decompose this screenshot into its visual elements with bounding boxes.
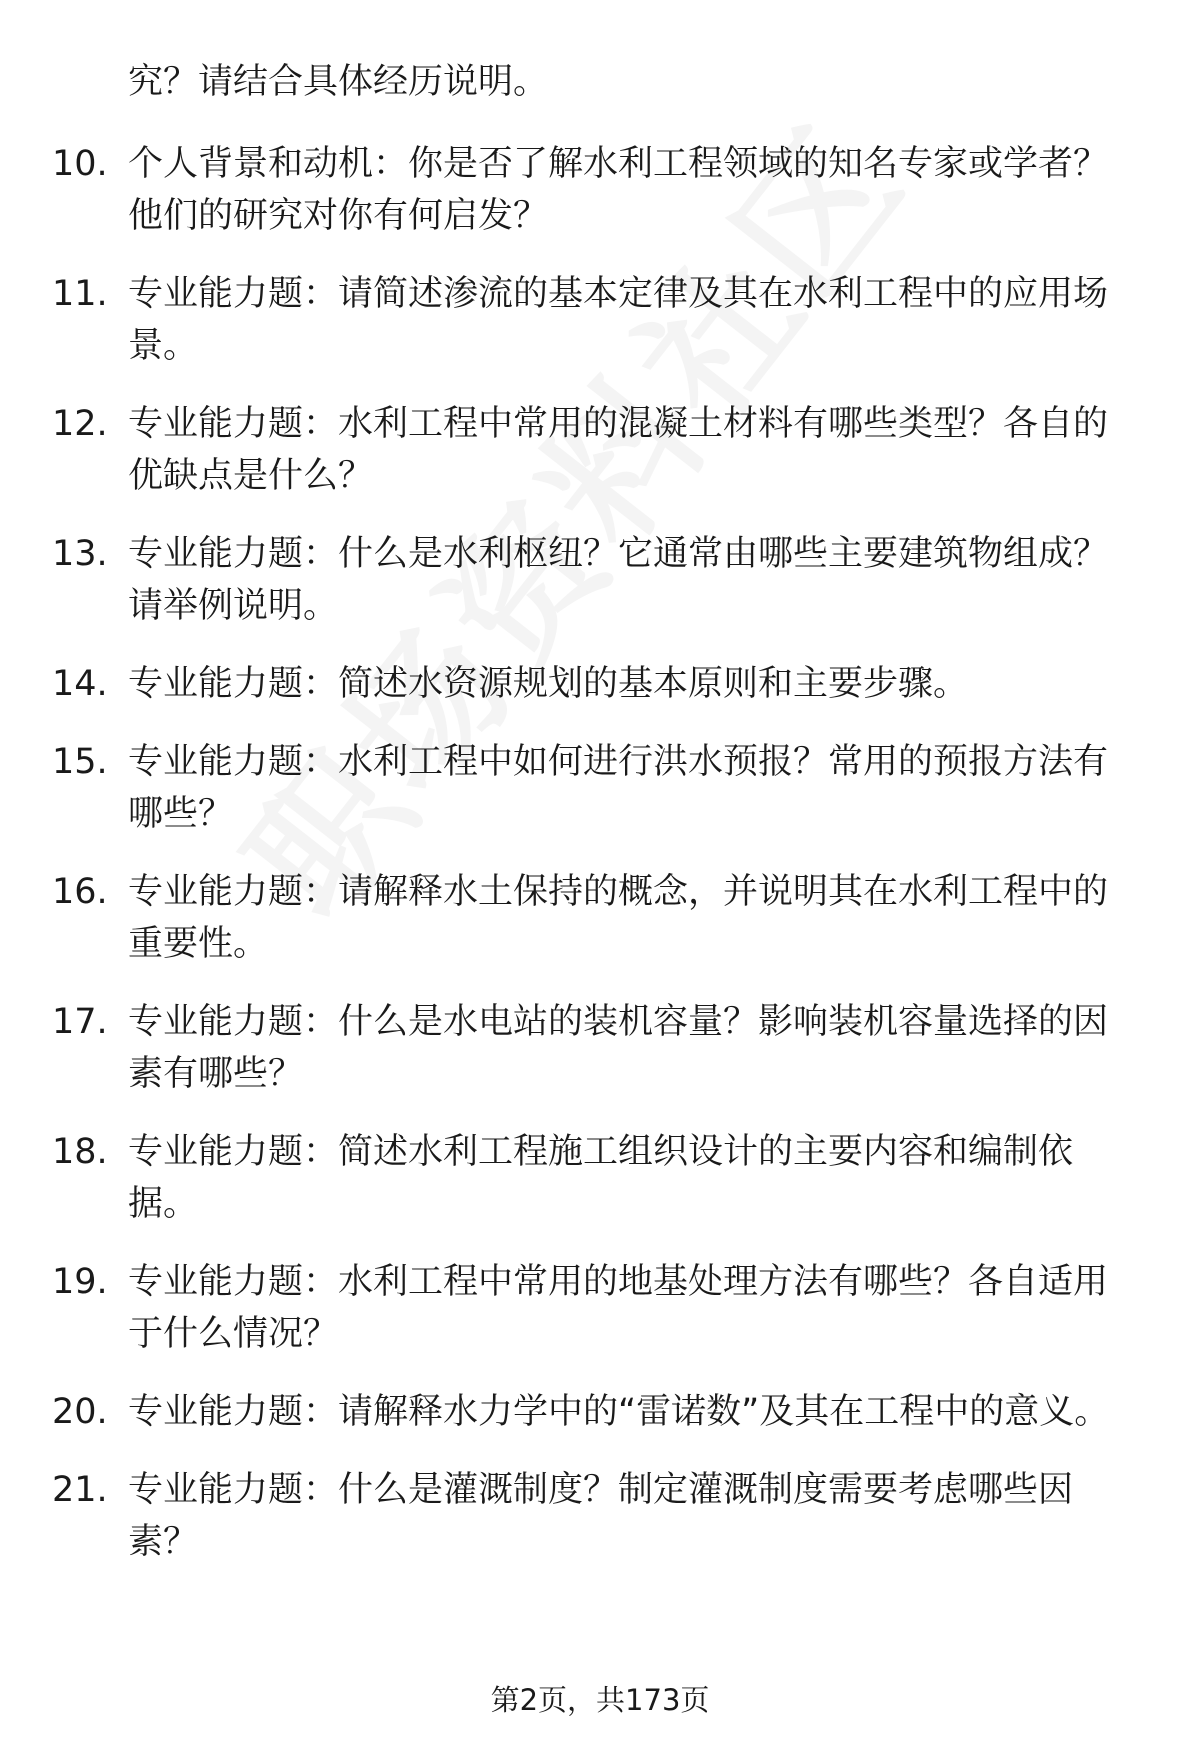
- question-number: 13.: [52, 534, 108, 574]
- question-list: [0, 138, 1200, 1568]
- question-text: 专业能力题：简述水资源规划的基本原则和主要步骤。: [128, 664, 969, 704]
- page-footer: 第2页，共173页: [490, 1683, 710, 1717]
- question-text: 专业能力题：什么是灌溉制度？制定灌溉制度需要考虑哪些因素？: [128, 1470, 1074, 1562]
- question-item: [52, 1386, 1138, 1438]
- question-item: [52, 658, 1138, 710]
- question-item: [52, 736, 1138, 840]
- question-number: 21.: [52, 1470, 108, 1510]
- question-item: [52, 1464, 1138, 1568]
- page-content: [0, 56, 1200, 1594]
- question-item: [52, 398, 1138, 502]
- question-number: 11.: [52, 274, 108, 314]
- question-number: 20.: [52, 1392, 108, 1432]
- question-text: 专业能力题：简述水利工程施工组织设计的主要内容和编制依据。: [128, 1132, 1074, 1224]
- question-number: 17.: [52, 1002, 108, 1042]
- question-number: 18.: [52, 1132, 108, 1172]
- question-text: 专业能力题：水利工程中常用的地基处理方法有哪些？各自适用于什么情况？: [128, 1262, 1109, 1354]
- question-item: [52, 866, 1138, 970]
- question-item: [52, 996, 1138, 1100]
- continued-question-text: 究？请结合具体经历说明。: [128, 62, 549, 102]
- question-text: 专业能力题：水利工程中常用的混凝土材料有哪些类型？各自的优缺点是什么？: [128, 404, 1109, 496]
- question-number: 12.: [52, 404, 108, 444]
- question-number: 10.: [52, 144, 108, 184]
- question-item: [52, 268, 1138, 372]
- question-text: 专业能力题：请简述渗流的基本定律及其在水利工程中的应用场景。: [128, 274, 1109, 366]
- question-text: 专业能力题：什么是水利枢纽？它通常由哪些主要建筑物组成？请举例说明。: [128, 534, 1109, 626]
- question-text: 专业能力题：水利工程中如何进行洪水预报？常用的预报方法有哪些？: [128, 742, 1109, 834]
- question-item: [52, 138, 1138, 242]
- question-number: 19.: [52, 1262, 108, 1302]
- question-text: 专业能力题：请解释水力学中的“雷诺数”及其在工程中的意义。: [128, 1392, 1110, 1432]
- question-item: [52, 1126, 1138, 1230]
- question-text: 个人背景和动机：你是否了解水利工程领域的知名专家或学者？他们的研究对你有何启发？: [128, 144, 1109, 236]
- question-text: 专业能力题：什么是水电站的装机容量？影响装机容量选择的因素有哪些？: [128, 1002, 1109, 1094]
- question-text: 专业能力题：请解释水土保持的概念，并说明其在水利工程中的重要性。: [128, 872, 1109, 964]
- question-item: [52, 1256, 1138, 1360]
- question-number: 14.: [52, 664, 108, 704]
- question-number: 15.: [52, 742, 108, 782]
- question-item: [52, 528, 1138, 632]
- question-number: 16.: [52, 872, 108, 912]
